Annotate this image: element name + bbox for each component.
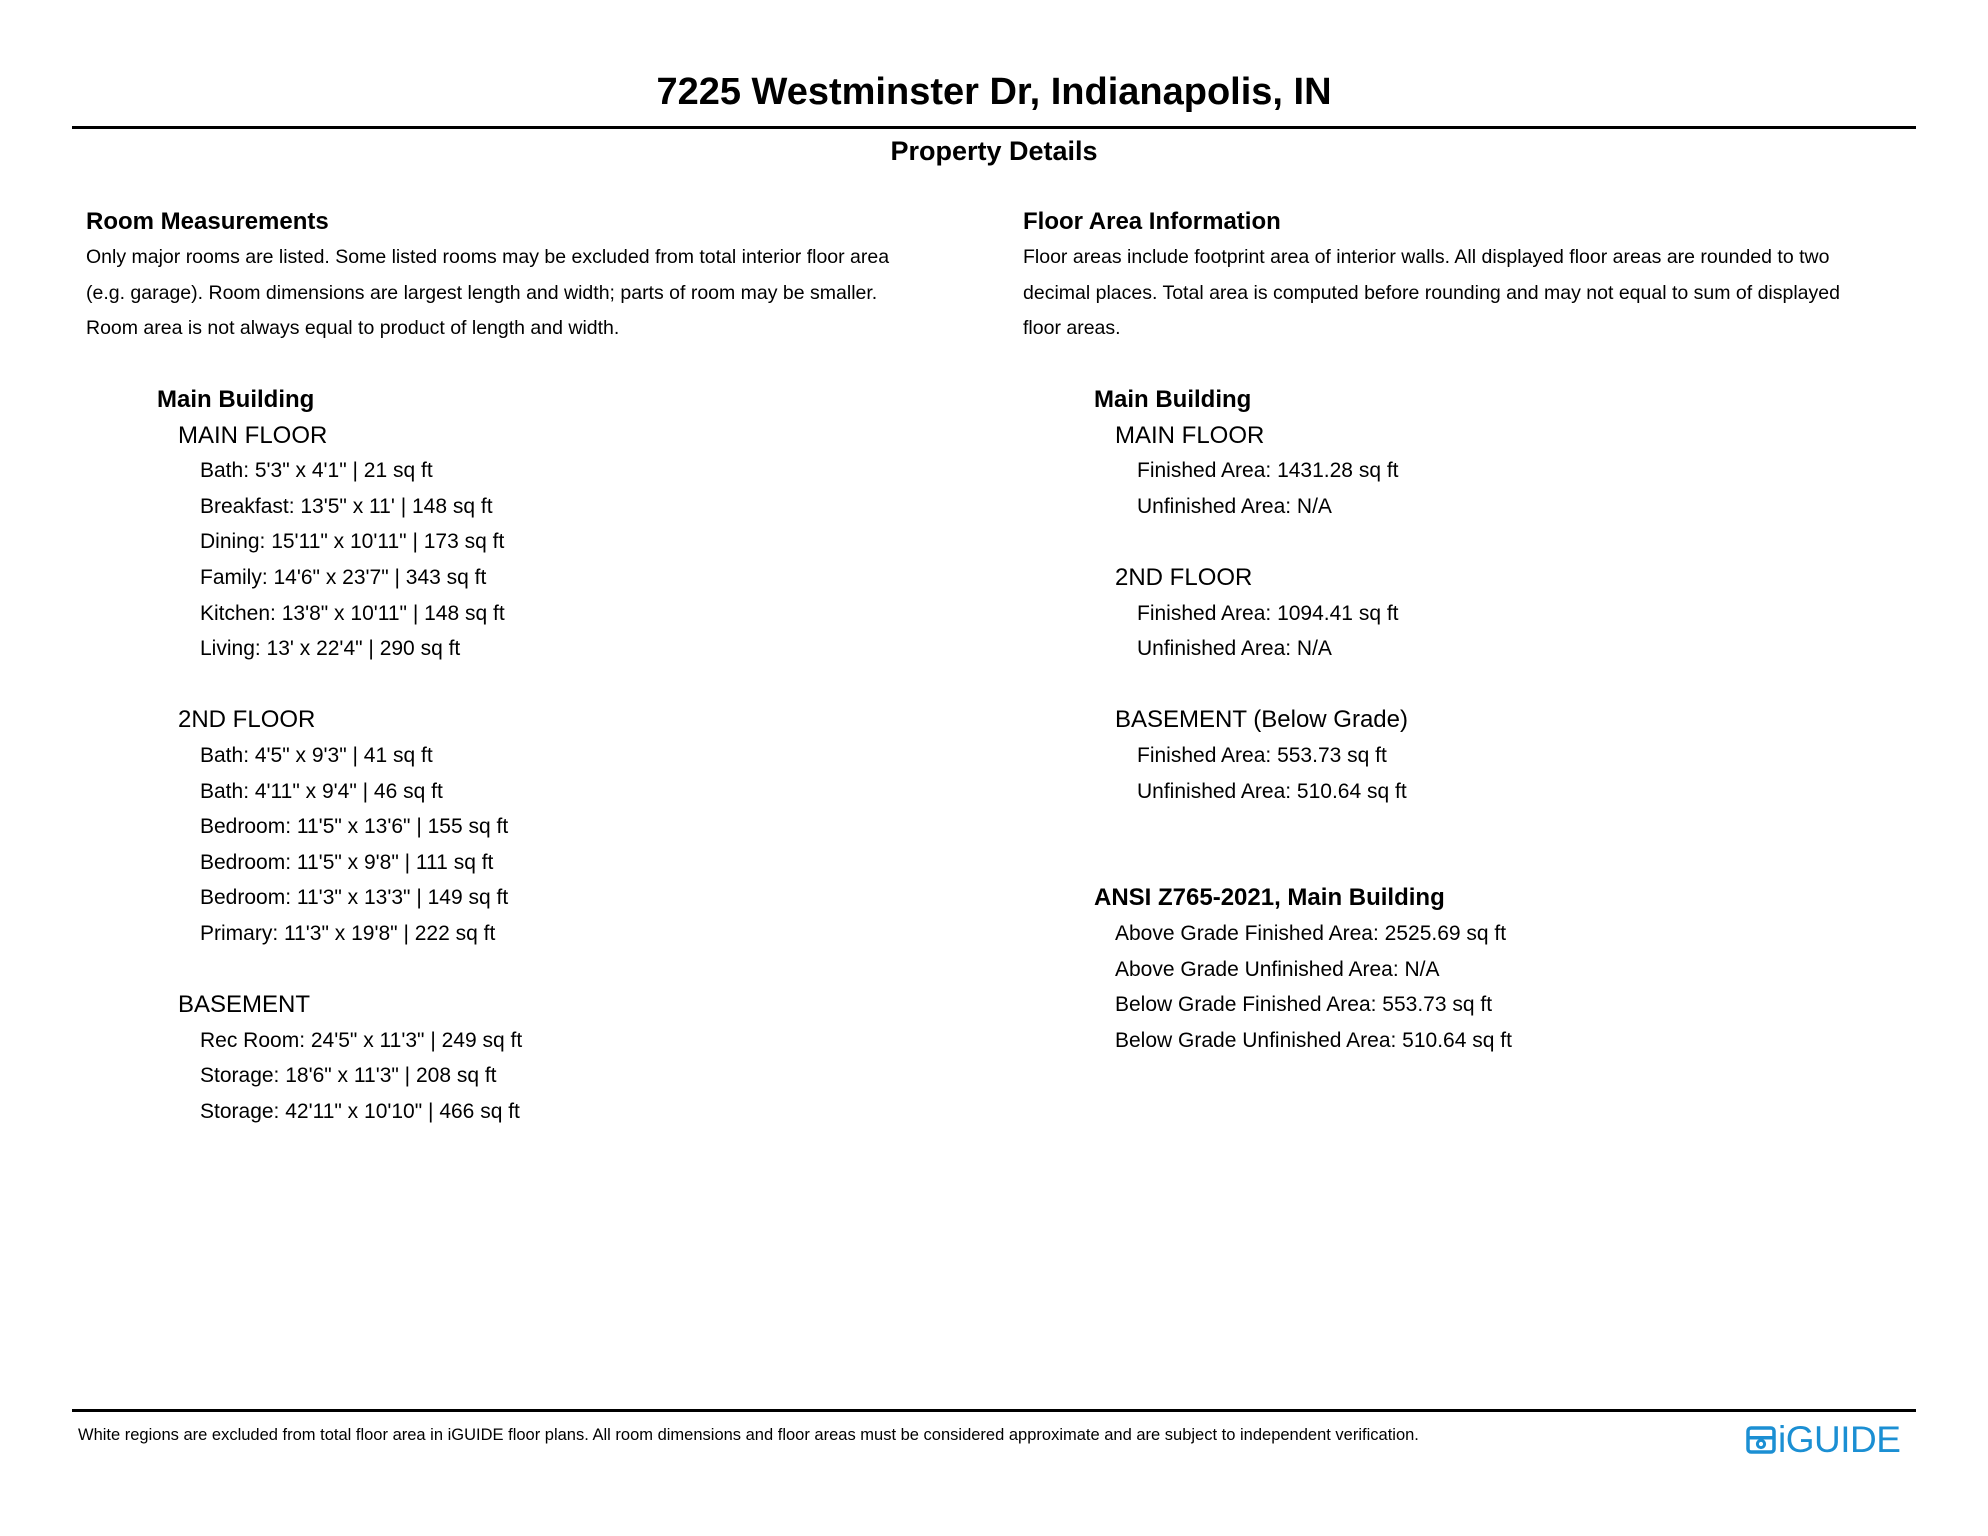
room-measurements-section xyxy=(86,204,986,1123)
room-item: Dining: 15'11" x 10'11" | 173 sq ft xyxy=(200,530,505,554)
iguide-logo xyxy=(1746,1420,1900,1460)
floor-area-heading: Floor Area Information xyxy=(1023,208,1281,235)
intro-line: floor areas. xyxy=(1023,317,1121,340)
floor-heading-2nd: 2ND FLOOR xyxy=(178,706,316,734)
floor-heading-main: MAIN FLOOR xyxy=(178,421,328,449)
ansi-heading: ANSI Z765-2021, Main Building xyxy=(1094,884,1445,912)
finished-area: Finished Area: 1431.28 sq ft xyxy=(1137,459,1399,483)
ansi-line: Below Grade Unfinished Area: 510.64 sq ft xyxy=(1115,1028,1512,1052)
room-item: Storage: 42'11" x 10'10" | 466 sq ft xyxy=(200,1099,520,1123)
unfinished-area: Unfinished Area: N/A xyxy=(1137,494,1332,518)
floor-heading-main: MAIN FLOOR xyxy=(1115,421,1265,449)
building-heading: Main Building xyxy=(157,386,315,413)
ansi-line: Above Grade Finished Area: 2525.69 sq ft xyxy=(1115,921,1507,945)
room-item: Rec Room: 24'5" x 11'3" | 249 sq ft xyxy=(200,1028,523,1052)
room-item: Primary: 11'3" x 19'8" | 222 sq ft xyxy=(200,921,496,945)
ansi-line: Below Grade Finished Area: 553.73 sq ft xyxy=(1115,993,1493,1017)
room-list xyxy=(86,382,986,1129)
intro-line: decimal places. Total area is computed before rounding and may not equal to sum of displayed xyxy=(1023,281,1840,304)
intro-line: Only major rooms are listed. Some listed rooms may be excluded from total interior floor area xyxy=(86,246,890,268)
floor-heading-basement: BASEMENT xyxy=(178,991,311,1019)
room-item: Storage: 18'6" x 11'3" | 208 sq ft xyxy=(200,1064,497,1088)
intro-line: Floor areas include footprint area of interior walls. All displayed floor areas are rounded to two xyxy=(1023,246,1830,268)
room-item: Bedroom: 11'5" x 13'6" | 155 sq ft xyxy=(200,815,509,839)
room-item: Bath: 4'11" x 9'4" | 46 sq ft xyxy=(200,779,443,803)
page-subtitle: Property Details xyxy=(890,136,1098,166)
room-item: Bath: 5'3" x 4'1" | 21 sq ft xyxy=(200,459,433,483)
footer-divider xyxy=(72,1409,1916,1412)
floor-area-intro xyxy=(1023,240,1923,347)
ansi-line: Above Grade Unfinished Area: N/A xyxy=(1115,957,1440,981)
building-heading: Main Building xyxy=(1094,386,1252,413)
intro-line: Room area is not always equal to product of length and width. xyxy=(86,317,620,340)
room-item: Bedroom: 11'3" x 13'3" | 149 sq ft xyxy=(200,886,509,910)
room-item: Kitchen: 13'8" x 10'11" | 148 sq ft xyxy=(200,601,505,625)
finished-area: Finished Area: 553.73 sq ft xyxy=(1137,743,1387,767)
floor-heading-basement: BASEMENT (Below Grade) xyxy=(1115,706,1408,734)
floor-area-section xyxy=(1023,204,1923,1052)
room-item: Family: 14'6" x 23'7" | 343 sq ft xyxy=(200,565,487,589)
iguide-logo-icon xyxy=(1746,1424,1776,1456)
room-item: Bedroom: 11'5" x 9'8" | 111 sq ft xyxy=(200,850,494,874)
floor-heading-2nd: 2ND FLOOR xyxy=(1115,563,1253,591)
room-measurements-heading: Room Measurements xyxy=(86,208,329,235)
page-title: 7225 Westminster Dr, Indianapolis, IN xyxy=(656,71,1332,113)
floor-area-list xyxy=(1023,382,1923,1058)
room-measurements-intro xyxy=(86,240,986,347)
unfinished-area: Unfinished Area: N/A xyxy=(1137,637,1332,661)
iguide-logo-text: iGUIDE xyxy=(1778,1419,1901,1460)
footer-note: White regions are excluded from total floor area in iGUIDE floor plans. All room dimensions and floor areas must be considered approximate and are subject to independent verification. xyxy=(78,1426,1419,1444)
room-item: Bath: 4'5" x 9'3" | 41 sq ft xyxy=(200,743,433,767)
room-item: Living: 13' x 22'4" | 290 sq ft xyxy=(200,637,461,661)
intro-line: (e.g. garage). Room dimensions are largest length and width; parts of room may be smaller. xyxy=(86,281,878,304)
unfinished-area: Unfinished Area: 510.64 sq ft xyxy=(1137,779,1407,803)
header-divider xyxy=(72,126,1916,129)
finished-area: Finished Area: 1094.41 sq ft xyxy=(1137,601,1399,625)
room-item: Breakfast: 13'5" x 11' | 148 sq ft xyxy=(200,494,493,518)
